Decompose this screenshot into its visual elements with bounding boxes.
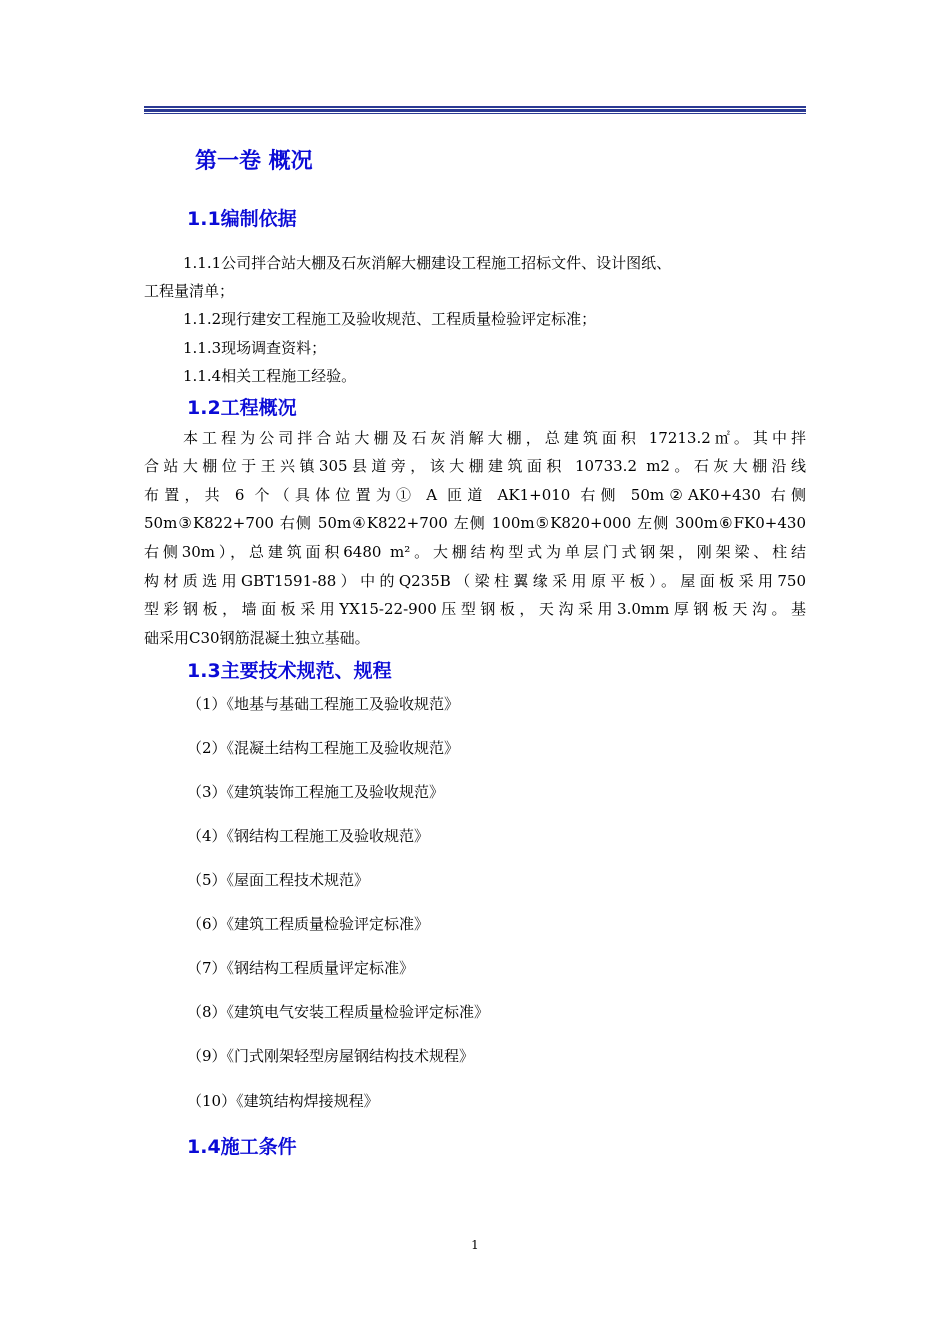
standard-item-4: （4）《钢结构工程施工及验收规范》 [187,827,430,845]
overview-line-8: 础采用C30钢筋混凝土独立基础。 [144,629,370,647]
overview-line-7: 型彩钢板，墙面板采用YX15-22-900压型钢板，天沟采用3.0mm厚钢板天沟。基 [144,600,806,618]
standard-item-7: （7）《钢结构工程质量评定标准》 [187,959,415,977]
overview-line-3: 布置，共 6 个（具体位置为① A 匝道 AK1+010 右侧 50m②AK0+430 右侧 [144,486,806,504]
page-number: 1 [471,1238,479,1252]
overview-line-1: 本工程为公司拌合站大棚及石灰消解大棚，总建筑面积 17213.2㎡。其中拌 [183,429,806,447]
header-rule-line-top [144,106,806,108]
basis-line-5: 1.1.4相关工程施工经验。 [183,367,357,385]
header-rule-line-bottom [144,113,806,114]
section-title-1-1: 1.1编制依据 [187,208,297,230]
standard-item-8: （8）《建筑电气安装工程质量检验评定标准》 [187,1003,490,1021]
section-title-1-4: 1.4施工条件 [187,1136,297,1158]
standard-item-9: （9）《门式刚架轻型房屋钢结构技术规程》 [187,1047,475,1065]
overview-line-4: 50m③K822+700 右侧 50m④K822+700 左侧 100m⑤K820+000 左侧 300m⑥FK0+430 [144,514,806,532]
basis-line-4: 1.1.3现场调查资料； [183,339,327,357]
basis-line-1: 1.1.1公司拌合站大棚及石灰消解大棚建设工程施工招标文件、设计图纸、 [183,254,672,272]
overview-line-5: 右侧30m），总建筑面积6480 m²。大棚结构型式为单层门式钢架，刚架梁、柱结 [144,543,806,561]
basis-line-2: 工程量清单； [144,282,235,300]
standard-item-6: （6）《建筑工程质量检验评定标准》 [187,915,430,933]
section-title-1-2: 1.2工程概况 [187,397,297,419]
section-title-1-3: 1.3主要技术规范、规程 [187,660,392,682]
standard-item-3: （3）《建筑装饰工程施工及验收规范》 [187,783,445,801]
standard-item-5: （5）《屋面工程技术规范》 [187,871,370,889]
standard-item-10: （10）《建筑结构焊接规程》 [187,1092,379,1110]
header-rule [144,106,806,114]
standard-item-2: （2）《混凝土结构工程施工及验收规范》 [187,739,460,757]
standard-item-1: （1）《地基与基础工程施工及验收规范》 [187,695,460,713]
overview-line-2: 合站大棚位于王兴镇305县道旁，该大棚建筑面积 10733.2 m2。石灰大棚沿线 [144,457,806,475]
basis-line-3: 1.1.2现行建安工程施工及验收规范、工程质量检验评定标准； [183,310,597,328]
volume-title: 第一卷 概况 [195,149,313,174]
header-rule-line-middle [144,109,806,112]
overview-line-6: 构材质选用GBT1591-88）中的Q235B（梁柱翼缘采用原平板）。屋面板采用750 [144,572,806,590]
